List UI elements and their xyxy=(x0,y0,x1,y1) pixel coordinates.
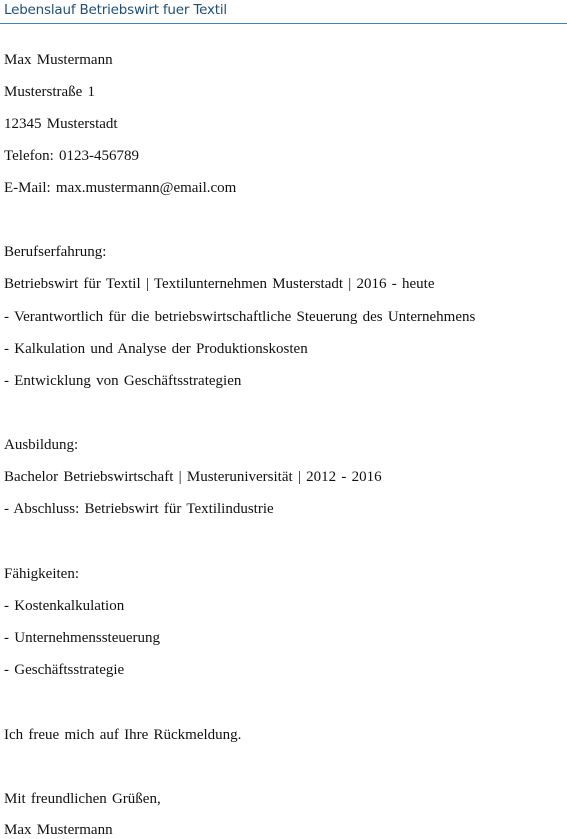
education-bullet: - Abschluss: Betriebswirt für Textilindustrie xyxy=(4,501,274,517)
contact-phone: Telefon: 0123-456789 xyxy=(4,148,140,164)
contact-street: Musterstraße 1 xyxy=(4,84,96,100)
signature-name: Max Mustermann xyxy=(4,822,113,838)
skills-bullet: - Unternehmenssteuerung xyxy=(4,630,161,646)
education-heading: Ausbildung: xyxy=(4,437,79,453)
document-title: Lebenslauf Betriebswirt fuer Textil xyxy=(4,2,227,18)
skills-bullet: - Kostenkalkulation xyxy=(4,598,125,614)
skills-heading: Fähigkeiten: xyxy=(4,566,79,582)
education-entry: Bachelor Betriebswirtschaft | Musteruniversität | 2012 - 2016 xyxy=(4,469,382,485)
header-divider xyxy=(0,23,567,24)
contact-email: E-Mail: max.mustermann@email.com xyxy=(4,180,237,196)
closing-greeting: Mit freundlichen Grüßen, xyxy=(4,791,161,807)
experience-entry: Betriebswirt für Textil | Textilunternehmen Musterstadt | 2016 - heute xyxy=(4,276,435,292)
skills-bullet: - Geschäftsstrategie xyxy=(4,662,125,678)
experience-bullet: - Kalkulation und Analyse der Produktionskosten xyxy=(4,341,308,357)
experience-heading: Berufserfahrung: xyxy=(4,244,107,260)
document-header xyxy=(0,0,567,24)
experience-bullet: - Entwicklung von Geschäftsstrategien xyxy=(4,373,242,389)
contact-name: Max Mustermann xyxy=(4,52,113,68)
experience-bullet: - Verantwortlich für die betriebswirtschaftliche Steuerung des Unternehmens xyxy=(4,309,476,325)
contact-city: 12345 Musterstadt xyxy=(4,116,118,132)
closing-text: Ich freue mich auf Ihre Rückmeldung. xyxy=(4,727,242,743)
